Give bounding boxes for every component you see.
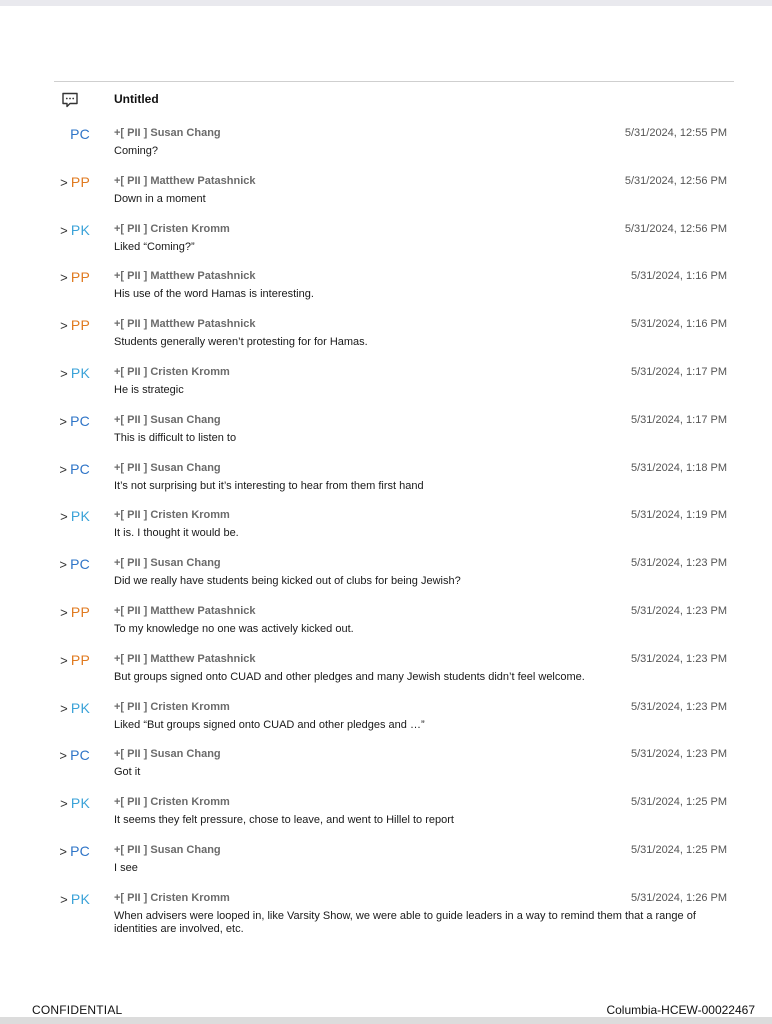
message-row (0, 173, 772, 221)
initials-label: PP (70, 651, 90, 668)
reply-arrow-icon: > (60, 365, 68, 381)
participant-initials (60, 221, 90, 240)
sender-name: +[ PII ] Matthew Patashnick (114, 604, 256, 617)
message-row (0, 651, 772, 699)
message-timestamp: 5/31/2024, 1:18 PM (630, 461, 727, 474)
message-row (0, 460, 772, 508)
message-row (0, 364, 772, 412)
message-timestamp: 5/31/2024, 1:17 PM (630, 365, 727, 378)
message-text: When advisers were looped in, like Varsity Show, we were able to guide leaders in a way to remind them that a range of identities are involved, etc. (114, 909, 696, 935)
initials-label: PP (70, 317, 90, 334)
sender-name: +[ PII ] Susan Chang (114, 461, 221, 474)
initials-label: PC (70, 747, 90, 764)
message-row (0, 125, 772, 173)
participant-initials (60, 507, 90, 526)
page-bottom-edge (0, 1017, 772, 1024)
reply-arrow-icon: > (60, 604, 68, 620)
message-text: Coming? (114, 145, 159, 157)
message-text: Got it (114, 766, 141, 779)
message-row (0, 603, 772, 651)
sender-name: +[ PII ] Matthew Patashnick (114, 174, 256, 187)
participant-initials (59, 842, 90, 861)
message-row (0, 268, 772, 316)
sender-name: +[ PII ] Matthew Patashnick (114, 318, 256, 331)
sender-name: +[ PII ] Cristen Kromm (114, 700, 230, 713)
message-row (0, 794, 772, 842)
participant-initials (59, 412, 90, 431)
message-timestamp: 5/31/2024, 1:19 PM (630, 509, 727, 522)
message-row (0, 316, 772, 364)
reply-arrow-icon: > (59, 843, 68, 859)
message-text: Students generally weren’t protesting for for Hamas. (114, 336, 368, 349)
initials-label: PK (70, 221, 90, 238)
message-timestamp: 5/31/2024, 1:23 PM (630, 557, 727, 570)
message-text: He is strategic (114, 383, 184, 396)
reply-arrow-icon: > (60, 891, 68, 907)
message-timestamp: 5/31/2024, 12:55 PM (624, 127, 727, 139)
initials-label: PC (70, 412, 90, 429)
message-timestamp: 5/31/2024, 1:25 PM (630, 843, 727, 856)
reply-arrow-icon: > (59, 461, 68, 477)
reply-arrow-icon: > (60, 174, 68, 190)
initials-label: PP (70, 269, 90, 286)
participant-initials (59, 460, 90, 479)
message-text: But groups signed onto CUAD and other pledges and many Jewish students didn’t feel welcome. (114, 670, 585, 683)
participant-initials (70, 125, 90, 143)
message-text: This is difficult to listen to (114, 431, 237, 444)
message-text: Down in a moment (114, 192, 206, 205)
initials-label: PC (70, 460, 90, 477)
message-row (0, 842, 772, 890)
reply-arrow-icon: > (59, 748, 68, 764)
initials-label: PC (70, 126, 90, 142)
sender-name: +[ PII ] Susan Chang (114, 127, 221, 139)
message-timestamp: 5/31/2024, 1:23 PM (630, 748, 727, 761)
participant-initials (59, 746, 90, 765)
message-row (0, 555, 772, 603)
header-divider (54, 81, 734, 82)
conversation-title: Untitled (114, 92, 159, 106)
message-row (0, 412, 772, 460)
message-list (0, 125, 772, 950)
participant-initials (60, 603, 90, 622)
message-timestamp: 5/31/2024, 12:56 PM (624, 222, 727, 235)
message-row (0, 746, 772, 794)
participant-initials (60, 173, 90, 192)
reply-arrow-icon: > (60, 509, 68, 525)
message-text: It seems they felt pressure, chose to leave, and went to Hillel to report (114, 814, 454, 827)
sender-name: +[ PII ] Susan Chang (114, 748, 221, 761)
reply-arrow-icon: > (60, 652, 68, 668)
reply-arrow-icon: > (60, 796, 68, 812)
message-row (0, 890, 772, 950)
message-text: His use of the word Hamas is interesting. (114, 288, 314, 301)
message-text: I see (114, 861, 138, 874)
message-timestamp: 5/31/2024, 1:16 PM (630, 318, 727, 331)
participant-initials (60, 316, 90, 335)
message-timestamp: 5/31/2024, 1:23 PM (630, 604, 727, 617)
sender-name: +[ PII ] Matthew Patashnick (114, 652, 256, 665)
message-timestamp: 5/31/2024, 1:25 PM (630, 796, 727, 809)
participant-initials (60, 651, 90, 670)
conversation-header (0, 88, 772, 112)
initials-label: PK (70, 795, 90, 812)
reply-arrow-icon: > (59, 557, 68, 573)
message-text: To my knowledge no one was actively kicked out. (114, 622, 354, 635)
initials-label: PK (70, 508, 90, 525)
participant-initials (60, 794, 90, 813)
initials-label: PC (70, 556, 90, 573)
message-timestamp: 5/31/2024, 1:16 PM (630, 270, 727, 283)
message-text: Liked “Coming?” (114, 240, 195, 253)
initials-label: PK (70, 890, 90, 907)
sender-name: +[ PII ] Cristen Kromm (114, 796, 230, 809)
initials-label: PP (70, 603, 90, 620)
reply-arrow-icon: > (60, 222, 68, 238)
message-timestamp: 5/31/2024, 1:26 PM (630, 891, 727, 904)
message-row (0, 507, 772, 555)
bates-number: Columbia-HCEW-00022467 (606, 1003, 755, 1017)
initials-label: PK (70, 364, 90, 381)
message-text: Liked “But groups signed onto CUAD and other pledges and …” (114, 718, 425, 731)
participant-initials (60, 364, 90, 383)
message-text: It is. I thought it would be. (114, 527, 239, 540)
participant-initials (59, 555, 90, 574)
reply-arrow-icon: > (60, 318, 68, 334)
reply-arrow-icon: > (59, 413, 68, 429)
sender-name: +[ PII ] Matthew Patashnick (114, 270, 256, 283)
participant-initials (60, 699, 90, 718)
participant-initials (60, 890, 90, 909)
message-row (0, 699, 772, 747)
message-timestamp: 5/31/2024, 1:23 PM (630, 652, 727, 665)
sender-name: +[ PII ] Susan Chang (114, 843, 221, 856)
initials-label: PP (70, 173, 90, 190)
message-text: Did we really have students being kicked out of clubs for being Jewish? (114, 575, 461, 588)
confidential-label: CONFIDENTIAL (32, 1003, 123, 1017)
sender-name: +[ PII ] Susan Chang (114, 413, 221, 426)
sender-name: +[ PII ] Cristen Kromm (114, 365, 230, 378)
message-timestamp: 5/31/2024, 1:23 PM (630, 700, 727, 713)
initials-label: PC (70, 842, 90, 859)
sender-name: +[ PII ] Cristen Kromm (114, 891, 230, 904)
page-top-border (0, 0, 772, 6)
message-row (0, 221, 772, 269)
chat-bubble-icon (61, 91, 79, 109)
message-timestamp: 5/31/2024, 12:56 PM (624, 174, 727, 187)
initials-label: PK (70, 699, 90, 716)
reply-arrow-icon: > (60, 270, 68, 286)
message-text: It’s not surprising but it’s interesting to hear from them first hand (114, 479, 424, 492)
reply-arrow-icon: > (60, 700, 68, 716)
sender-name: +[ PII ] Susan Chang (114, 557, 221, 570)
participant-initials (60, 268, 90, 287)
sender-name: +[ PII ] Cristen Kromm (114, 222, 230, 235)
sender-name: +[ PII ] Cristen Kromm (114, 509, 230, 522)
message-timestamp: 5/31/2024, 1:17 PM (630, 413, 727, 426)
